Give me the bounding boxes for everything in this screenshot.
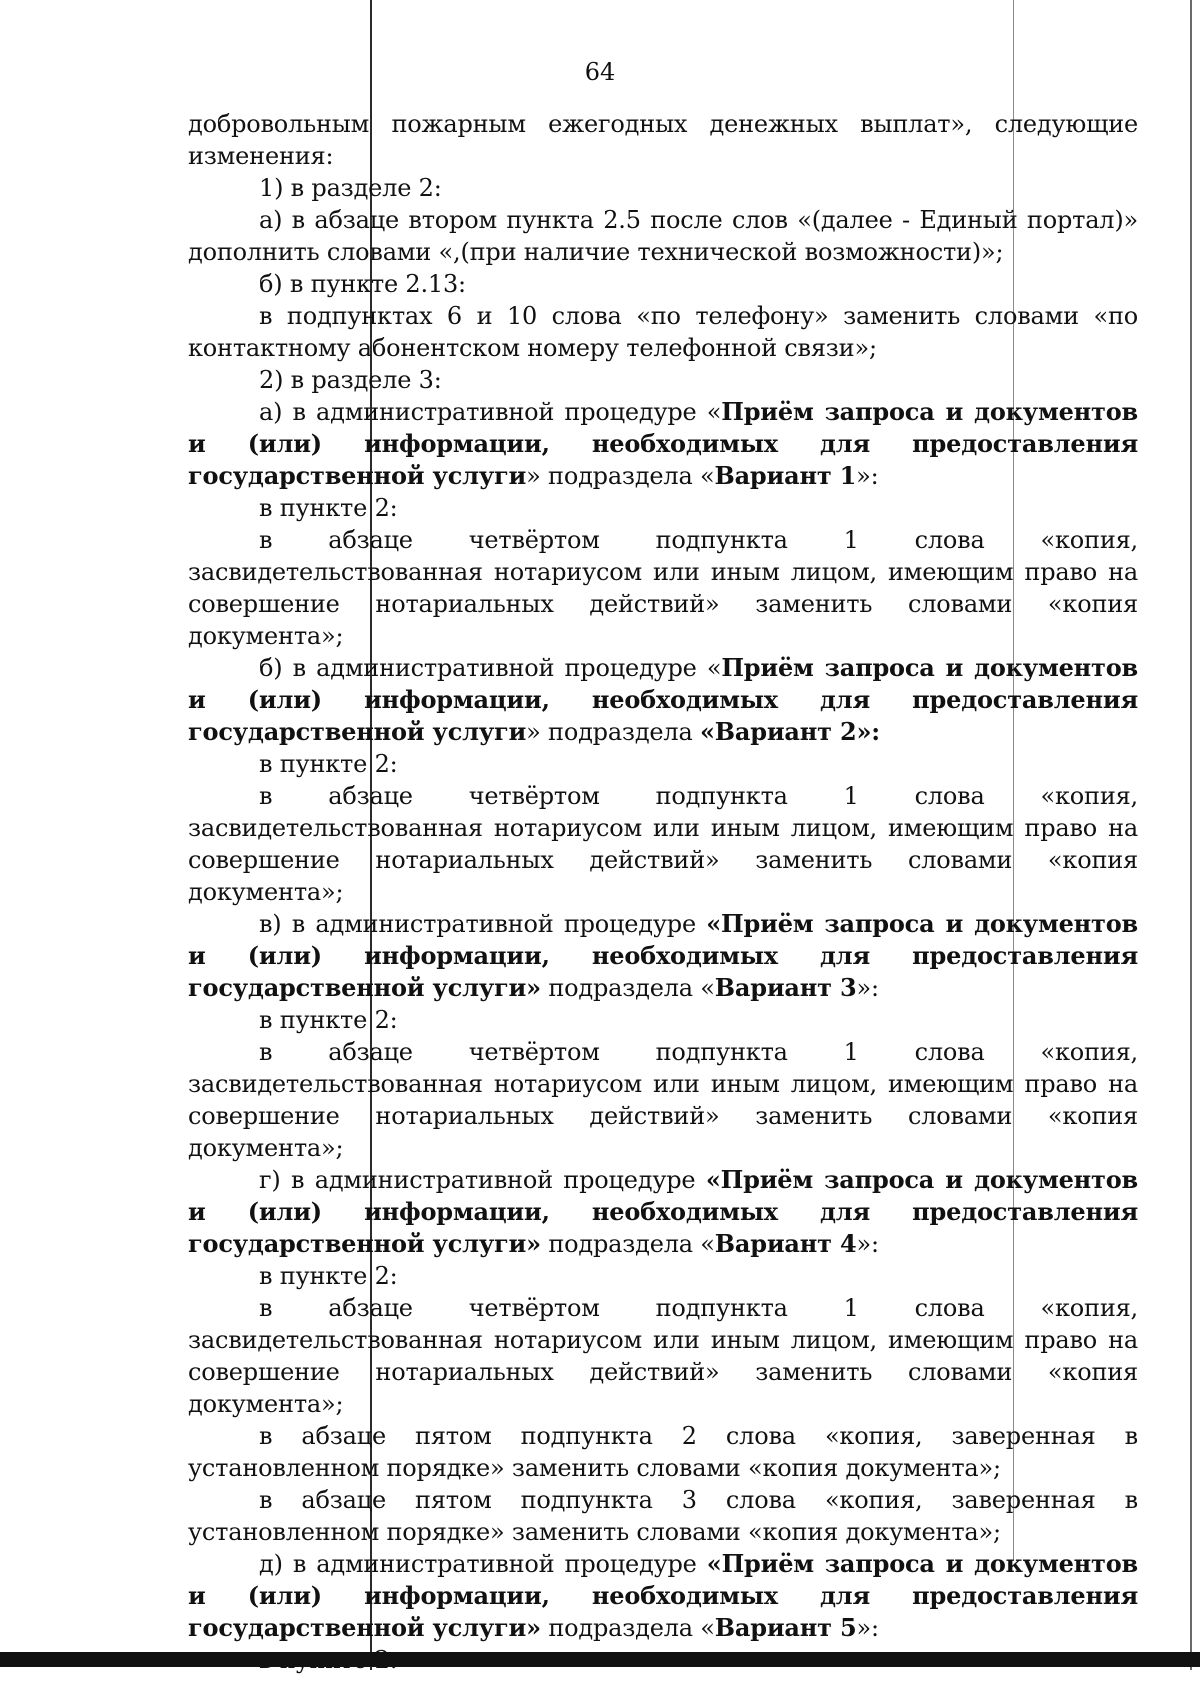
- text-run: »:: [856, 974, 879, 1002]
- paragraph: [188, 652, 1138, 748]
- text-run: д) в административной процедуре: [259, 1550, 707, 1578]
- paragraph: [188, 108, 1138, 172]
- paragraph: [188, 300, 1138, 364]
- text-run: в абзаце пятом подпункта 3 слова «копия, заверенная в установленном порядке» заменить словами «копия документа»;: [188, 1486, 1138, 1546]
- bold-text: Вариант 4: [714, 1229, 857, 1258]
- paragraph: [188, 396, 1138, 492]
- paragraph: [188, 908, 1138, 1004]
- text-run: б) в административной процедуре «: [259, 654, 722, 682]
- paragraph: [188, 268, 1138, 300]
- text-run: подраздела «: [540, 1230, 715, 1258]
- text-run: в абзаце пятом подпункта 2 слова «копия, заверенная в установленном порядке» заменить словами «копия документа»;: [188, 1422, 1138, 1482]
- text-run: в пункте 2:: [259, 494, 398, 522]
- text-run: в пункте 2:: [259, 1006, 398, 1034]
- bold-text: «Вариант 2»:: [700, 717, 880, 746]
- bold-text: Вариант 1: [714, 461, 857, 490]
- scan-bottom-edge: [0, 1652, 1200, 1667]
- text-run: »:: [856, 1614, 879, 1642]
- text-run: в абзаце четвёртом подпункта 1 слова «копия, засвидетельствованная нотариусом или иным лицом, имеющим право на совершение нотариальных действий» заменить словами «копия документа»;: [188, 526, 1138, 650]
- paragraph: [188, 1004, 1138, 1036]
- text-run: б) в пункте 2.13:: [259, 270, 466, 298]
- scan-line-right: [1190, 0, 1192, 1670]
- paragraph: [188, 1292, 1138, 1420]
- paragraph: [188, 748, 1138, 780]
- document-body: [188, 108, 1138, 1676]
- text-run: »:: [856, 462, 879, 490]
- bold-text: Вариант 3: [714, 973, 857, 1002]
- paragraph: [188, 364, 1138, 396]
- text-run: добровольным пожарным ежегодных денежных выплат», следующие изменения:: [188, 110, 1138, 170]
- paragraph: [188, 1260, 1138, 1292]
- text-run: » подраздела «: [526, 462, 715, 490]
- paragraph: [188, 1164, 1138, 1260]
- text-run: в пункте 2:: [259, 750, 398, 778]
- paragraph: [188, 1484, 1138, 1548]
- text-run: подраздела «: [540, 1614, 715, 1642]
- text-run: в абзаце четвёртом подпункта 1 слова «копия, засвидетельствованная нотариусом или иным лицом, имеющим право на совершение нотариальных действий» заменить словами «копия документа»;: [188, 782, 1138, 906]
- text-run: а) в административной процедуре «: [259, 398, 722, 426]
- paragraph: [188, 1548, 1138, 1644]
- text-run: подраздела «: [540, 974, 715, 1002]
- page-number: 64: [584, 58, 616, 86]
- paragraph: [188, 204, 1138, 268]
- text-run: 1) в разделе 2:: [259, 174, 442, 202]
- text-run: в) в административной процедуре: [259, 910, 707, 938]
- paragraph: [188, 1420, 1138, 1484]
- bold-text: «Приём запроса и документов и (или) информации, необходимых для предоставления государственной услуги»: [188, 1165, 1138, 1258]
- paragraph: [188, 172, 1138, 204]
- text-run: » подраздела: [526, 718, 700, 746]
- text-run: в пункте 2:: [259, 1262, 398, 1290]
- text-run: »:: [856, 1230, 879, 1258]
- bold-text: Вариант 5: [714, 1613, 857, 1642]
- paragraph: [188, 1036, 1138, 1164]
- text-run: в абзаце четвёртом подпункта 1 слова «копия, засвидетельствованная нотариусом или иным лицом, имеющим право на совершение нотариальных действий» заменить словами «копия документа»;: [188, 1038, 1138, 1162]
- text-run: в абзаце четвёртом подпункта 1 слова «копия, засвидетельствованная нотариусом или иным лицом, имеющим право на совершение нотариальных действий» заменить словами «копия документа»;: [188, 1294, 1138, 1418]
- paragraph: [188, 780, 1138, 908]
- bold-text: Приём запроса и документов и (или) информации, необходимых для предоставления государственной услуги: [188, 397, 1138, 490]
- bold-text: «Приём запроса и документов и (или) информации, необходимых для предоставления государственной услуги»: [188, 909, 1139, 1002]
- bold-text: Приём запроса и документов и (или) информации, необходимых для предоставления государственной услуги: [188, 653, 1138, 746]
- text-run: а) в абзаце втором пункта 2.5 после слов «(далее - Единый портал)» дополнить словами «,(при наличие технической возможности)»;: [188, 206, 1138, 266]
- text-run: г) в административной процедуре: [259, 1166, 706, 1194]
- paragraph: [188, 492, 1138, 524]
- bold-text: «Приём запроса и документов и (или) информации, необходимых для предоставления государственной услуги»: [188, 1549, 1138, 1642]
- text-run: 2) в разделе 3:: [259, 366, 442, 394]
- paragraph: [188, 524, 1138, 652]
- text-run: в подпунктах 6 и 10 слова «по телефону» заменить словами «по контактному абонентском номеру телефонной связи»;: [188, 302, 1138, 362]
